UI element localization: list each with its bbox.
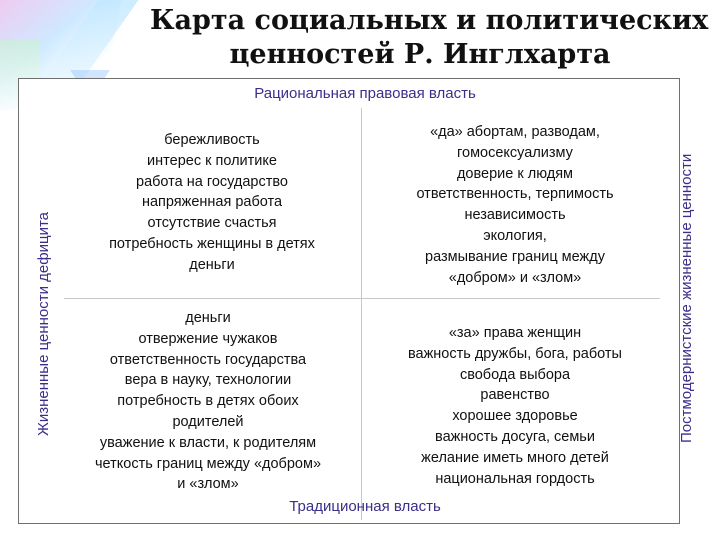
quadrant-item: «да» абортам, разводам, [430, 124, 600, 140]
quadrant-item: напряженная работа [141, 194, 283, 211]
quadrant-item: и «злом» [177, 476, 239, 493]
quadrant-item: важность досуга, семьи [435, 428, 595, 445]
quadrant-item: доверие к людям [456, 165, 574, 182]
quadrant-item: бережливость [164, 132, 260, 148]
quadrant-top-right [370, 122, 660, 288]
quadrant-item: вера в науку, технологии [124, 372, 292, 389]
quadrant-item: уважение к власти, к родителям [99, 434, 317, 451]
quadrant-item: потребность в детях обоих [117, 393, 299, 410]
quadrant-top-left [62, 130, 362, 276]
quadrant-item: отсутствие счастья [147, 215, 277, 232]
page-title [150, 4, 709, 72]
quadrant-item: отвержение чужаков [138, 330, 278, 347]
quadrant-item: равенство [480, 387, 550, 404]
quadrant-item: размывание границ между [425, 248, 605, 265]
title-line: ценностей Р. Инглхарта [229, 39, 611, 70]
quadrant-bottom-right [370, 323, 660, 489]
quadrant-item: интерес к политике [147, 152, 277, 169]
quadrant-item: свобода выбора [459, 366, 571, 383]
quadrant-item: независимость [464, 207, 566, 224]
axis-label-left: Жизненные ценности дефицита [35, 212, 52, 437]
quadrant-item: важность дружбы, бога, работы [408, 345, 622, 362]
title-line: Карта социальных и политических [150, 5, 709, 36]
quadrant-item: работа на государство [136, 173, 288, 190]
quadrant-item: национальная гордость [435, 470, 595, 487]
quadrant-item: деньги [189, 256, 235, 273]
quadrant-bottom-left [50, 308, 366, 495]
axis-label-top: Рациональная правовая власть [254, 85, 476, 102]
quadrant-item: экология, [483, 227, 547, 244]
quadrant-item: хорошее здоровье [452, 408, 578, 425]
quadrant-item: деньги [185, 310, 231, 326]
quadrant-item: «за» права женщин [448, 325, 582, 341]
axis-label-bottom: Традиционная власть [289, 498, 441, 515]
quadrant-item: ответственность, терпимость [416, 186, 614, 203]
quadrant-item: ответственность государства [109, 351, 307, 368]
horizontal-axis-line [64, 298, 660, 299]
axis-label-right: Постмодернистские жизненные ценности [678, 153, 695, 443]
quadrant-item: родителей [172, 413, 244, 430]
quadrant-item: «добром» и «злом» [448, 269, 582, 286]
quadrant-item: желание иметь много детей [421, 449, 609, 466]
quadrant-item: потребность женщины в детях [109, 235, 315, 252]
quadrant-item: четкость границ между «добром» [94, 455, 322, 472]
quadrant-item: гомосексуализму [457, 144, 573, 161]
